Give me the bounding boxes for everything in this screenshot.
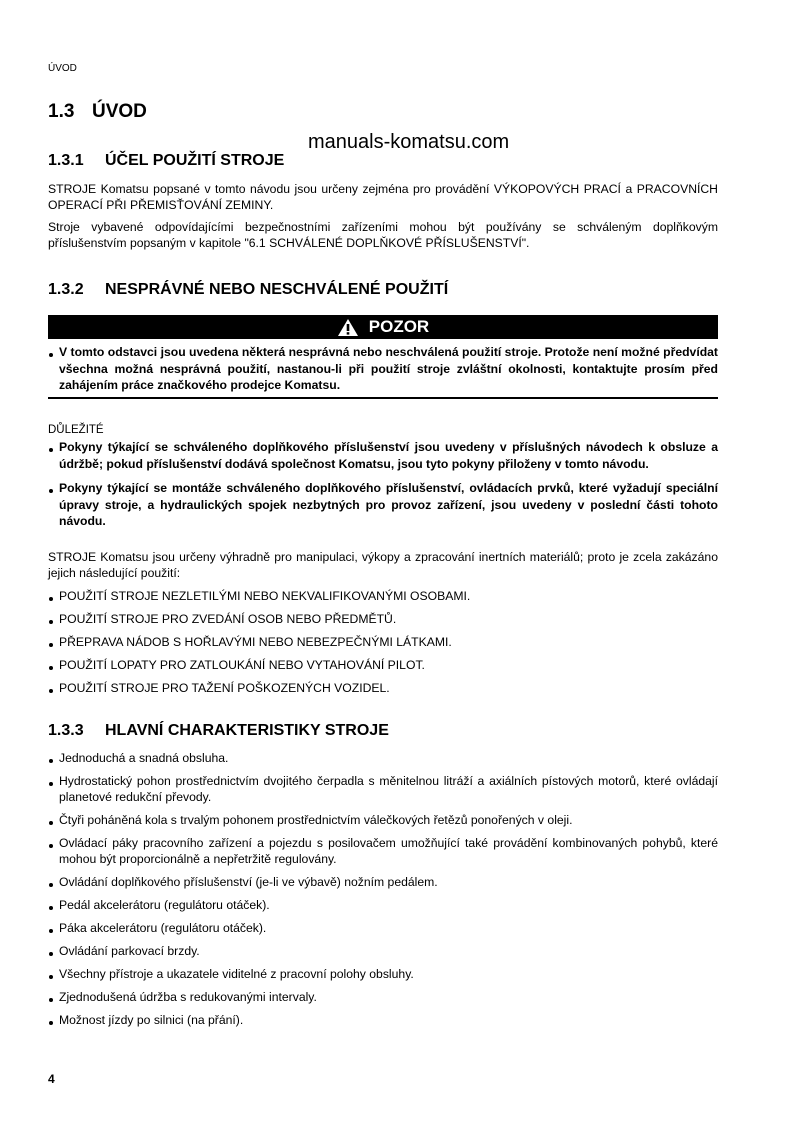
caution-text xyxy=(48,344,718,394)
running-header: ÚVOD xyxy=(48,63,77,74)
section-title: ÚVOD xyxy=(92,101,147,122)
caution-banner xyxy=(48,315,718,339)
feature-item: Čtyři poháněná kola s trvalým pohonem prostřednictvím válečkových řetězů ponořených v oleji. xyxy=(48,812,718,828)
prohibited-item: PŘEPRAVA NÁDOB S HOŘLAVÝMI NEBO NEBEZPEČNÝMI LÁTKAMI. xyxy=(48,634,718,650)
feature-item: Ovládání doplňkového příslušenství (je-li ve výbavě) nožním pedálem. xyxy=(48,874,718,890)
caution-bottom-rule xyxy=(48,397,718,399)
feature-item: Všechny přístroje a ukazatele viditelné z pracovní polohy obsluhy. xyxy=(48,966,718,982)
feature-item: Ovládací páky pracovního zařízení a pojezdu s posilovačem umožňující také provádění kombinovaných pohybů, které mohou být proporcionálně a nepřetržitě regulovány. xyxy=(48,835,718,867)
important-label: DŮLEŽITÉ xyxy=(48,424,104,436)
subsection-number: 1.3.1 xyxy=(48,152,84,169)
subsection-heading-1-3-3 xyxy=(48,722,389,740)
usage-paragraph: STROJE Komatsu jsou určeny výhradně pro manipulaci, výkopy a zpracování inertních materiálů; proto je zcela zakázáno jejich následující použití: xyxy=(48,550,718,580)
purpose-paragraph-1: STROJE Komatsu popsané v tomto návodu jsou určeny zejména pro provádění VÝKOPOVÝCH PRACÍ a PRACOVNÍCH OPERACÍ PŘI PŘEMISŤOVÁNÍ ZEMINY. xyxy=(48,182,718,212)
warning-triangle-icon xyxy=(337,318,359,337)
subsection-heading-1-3-1 xyxy=(48,152,284,170)
prohibited-item: POUŽITÍ STROJE NEZLETILÝMI NEBO NEKVALIFIKOVANÝMI OSOBAMI. xyxy=(48,588,718,604)
feature-item: Pedál akcelerátoru (regulátoru otáček). xyxy=(48,897,718,913)
features-list xyxy=(48,750,718,1035)
subsection-number: 1.3.3 xyxy=(48,722,84,739)
section-heading xyxy=(48,101,147,123)
subsection-number: 1.3.2 xyxy=(48,281,84,298)
subsection-heading-1-3-2 xyxy=(48,281,448,299)
section-number: 1.3 xyxy=(48,101,75,122)
prohibited-uses-list xyxy=(48,588,718,703)
subsection-title: HLAVNÍ CHARAKTERISTIKY STROJE xyxy=(105,722,389,739)
prohibited-item: POUŽITÍ STROJE PRO TAŽENÍ POŠKOZENÝCH VOZIDEL. xyxy=(48,680,718,696)
feature-item: Možnost jízdy po silnici (na přání). xyxy=(48,1012,718,1028)
important-item: Pokyny týkající se montáže schváleného doplňkového příslušenství, ovládacích prvků, které vyžadují speciální úpravy stroje, a hydraulických spojek nezbytných pro provoz zařízení, jsou uvedeny v poslední části tohoto návodu. xyxy=(48,480,718,530)
feature-item: Páka akcelerátoru (regulátoru otáček). xyxy=(48,920,718,936)
watermark: manuals-komatsu.com xyxy=(308,131,510,153)
important-list xyxy=(48,439,718,530)
feature-item: Zjednodušená údržba s redukovanými intervaly. xyxy=(48,989,718,1005)
prohibited-item: POUŽITÍ LOPATY PRO ZATLOUKÁNÍ NEBO VYTAHOVÁNÍ PILOT. xyxy=(48,657,718,673)
page-number: 4 xyxy=(48,1072,55,1086)
feature-item: Ovládání parkovací brzdy. xyxy=(48,943,718,959)
caution-label: POZOR xyxy=(368,317,430,336)
subsection-title: NESPRÁVNÉ NEBO NESCHVÁLENÉ POUŽITÍ xyxy=(105,281,449,298)
feature-item: Hydrostatický pohon prostřednictvím dvojitého čerpadla s měnitelnou litráží a axiálních pístových motorů, které ovládají planetové redukční převody. xyxy=(48,773,718,805)
purpose-paragraph-2: Stroje vybavené odpovídajícími bezpečnostními zařízeními mohou být používány se schváleným doplňkovým příslušenstvím popsaným v kapitole "6.1 SCHVÁLENÉ DOPLŇKOVÉ PŘÍSLUŠENSTVÍ". xyxy=(48,220,718,250)
caution-item: V tomto odstavci jsou uvedena některá nesprávná nebo neschválená použití stroje. Protože není možné předvídat všechna možná nesprávná použití, nastanou-li při použití stroje zvláštní okolnosti, kontaktujte prosím před zahájením práce značkového prodejce Komatsu. xyxy=(48,344,718,394)
feature-item: Jednoduchá a snadná obsluha. xyxy=(48,750,718,766)
important-item: Pokyny týkající se schváleného doplňkového příslušenství jsou uvedeny v příslušných návodech k obsluze a údržbě; pokud příslušenství dodává společnost Komatsu, jsou tyto pokyny přiloženy v tomto návodu. xyxy=(48,439,718,472)
subsection-title: ÚČEL POUŽITÍ STROJE xyxy=(105,152,285,169)
prohibited-item: POUŽITÍ STROJE PRO ZVEDÁNÍ OSOB NEBO PŘEDMĚTŮ. xyxy=(48,611,718,627)
